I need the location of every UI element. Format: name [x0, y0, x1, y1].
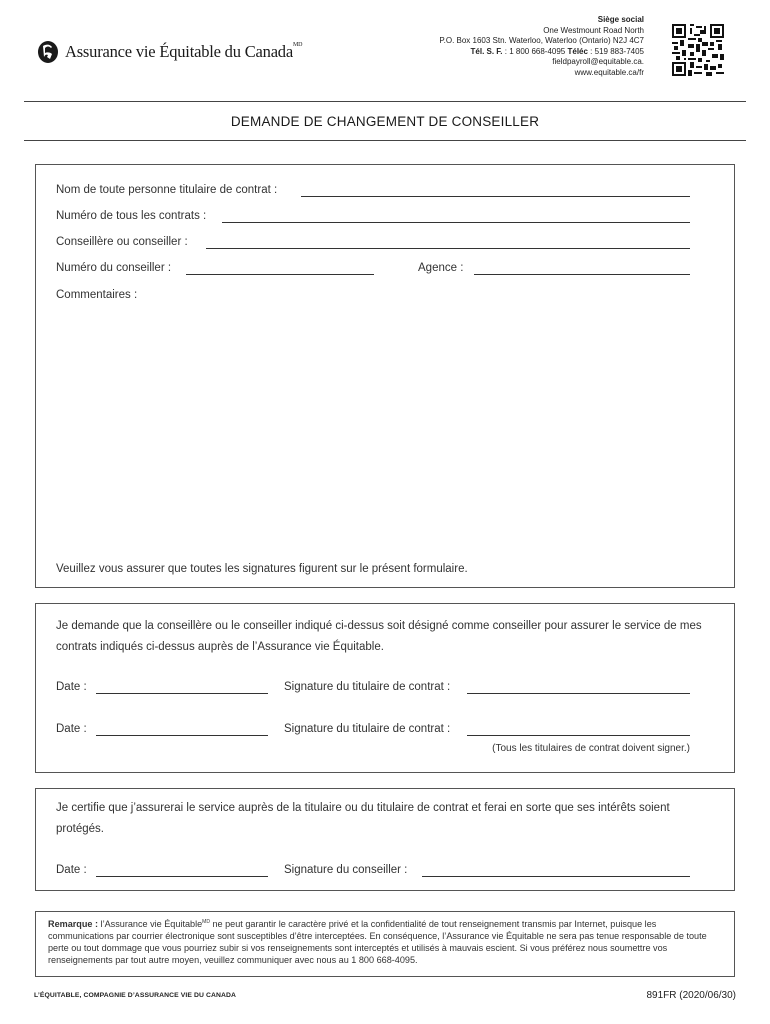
advisor-signature-field[interactable] — [422, 876, 690, 877]
holder-signature-field-2[interactable] — [467, 735, 690, 736]
date-label-1: Date : — [56, 681, 87, 693]
contracts-number-field[interactable] — [222, 222, 690, 223]
all-holders-sign-note: (Tous les titulaires de contrat doivent signer.) — [492, 743, 690, 754]
agency-field[interactable] — [474, 274, 690, 275]
company-logo — [37, 40, 302, 64]
certification-statement: Je certifie que j’assurerai le service auprès de la titulaire ou du titulaire de contrat et ferai en sorte que ses intérêts soient protégés. — [56, 802, 670, 835]
head-office-block — [439, 15, 644, 79]
date-label-3: Date : — [56, 864, 87, 876]
advisor-number-field[interactable] — [186, 274, 374, 275]
hq-address-line1: One Westmount Road North — [543, 25, 644, 35]
form-title: DEMANDE DE CHANGEMENT DE CONSEILLER — [230, 114, 540, 129]
remark-text: Remarque : l’Assurance vie Équitable$^{MD}$ ne peut garantir le caractère privé et la confidentialité de tout renseignement transmis par Internet, puisque les communications par courrier électronique sont susceptibles d’être interceptées. En conséquence, l’Assurance vie Équitable ne sera pas tenue responsable de toute perte ou tout dommage que vous pourriez subir si vos renseignements sont interceptés et utilisés à mauvais escient. Si vous préférez nous soumettre vos renseignements par tout autre moyen, veuillez communiquer avec nous au 1 800 668-4095. — [48, 919, 707, 966]
qr-code-icon — [672, 24, 724, 76]
hq-address-line2: P.O. Box 1603 Stn. Waterloo, Waterloo (Ontario) N2J 4C7 — [439, 36, 644, 46]
equitable-logo-icon — [37, 40, 59, 64]
form-code: 891FR (2020/06/30) — [646, 990, 736, 1001]
holder-signature-label-1: Signature du titulaire de contrat : — [284, 681, 451, 693]
header-divider-top — [24, 101, 746, 102]
holder-signature-label-2: Signature du titulaire de contrat : — [284, 723, 451, 735]
header-divider-bottom — [24, 140, 746, 141]
request-statement: Je demande que la conseillère ou le conseiller indiqué ci-dessus soit désigné comme conseiller pour assurer le service de mes contrats indiqués ci-dessus auprès de l’Assurance vie Équitable. — [56, 620, 702, 653]
holder-name-field[interactable] — [301, 196, 690, 197]
holder-signature-field-1[interactable] — [467, 693, 690, 694]
logo-text: Assurance vie Équitable du Canada$^{MD}$ — [65, 42, 303, 61]
date-label-2: Date : — [56, 723, 87, 735]
hq-title: Siège social — [597, 15, 644, 24]
advisor-number-label: Numéro du conseiller : — [56, 262, 172, 274]
advisor-signature-label: Signature du conseiller : — [284, 864, 408, 876]
footer-company: L’ÉQUITABLE, COMPAGNIE D’ASSURANCE VIE DU CANADA — [34, 992, 237, 999]
date-field-2[interactable] — [96, 735, 268, 736]
date-field-1[interactable] — [96, 693, 268, 694]
comments-area[interactable] — [56, 308, 716, 548]
signature-reminder: Veuillez vous assurer que toutes les signatures figurent sur le présent formulaire. — [56, 563, 468, 575]
comments-label: Commentaires : — [56, 289, 138, 301]
advisor-name-label: Conseillère ou conseiller : — [56, 236, 188, 248]
holder-name-label: Nom de toute personne titulaire de contrat : — [56, 184, 278, 196]
date-field-3[interactable] — [96, 876, 268, 877]
agency-label: Agence : — [418, 262, 464, 274]
contracts-number-label: Numéro de tous les contrats : — [56, 210, 207, 222]
remark-label: Remarque : — [48, 919, 99, 930]
hq-phone-line: Tél. S. F. : 1 800 668-4095 Téléc : 519 883-7405 — [470, 46, 644, 56]
hq-email: fieldpayroll@equitable.ca. — [552, 57, 644, 67]
advisor-name-field[interactable] — [206, 248, 690, 249]
hq-website: www.equitable.ca/fr — [574, 67, 644, 77]
